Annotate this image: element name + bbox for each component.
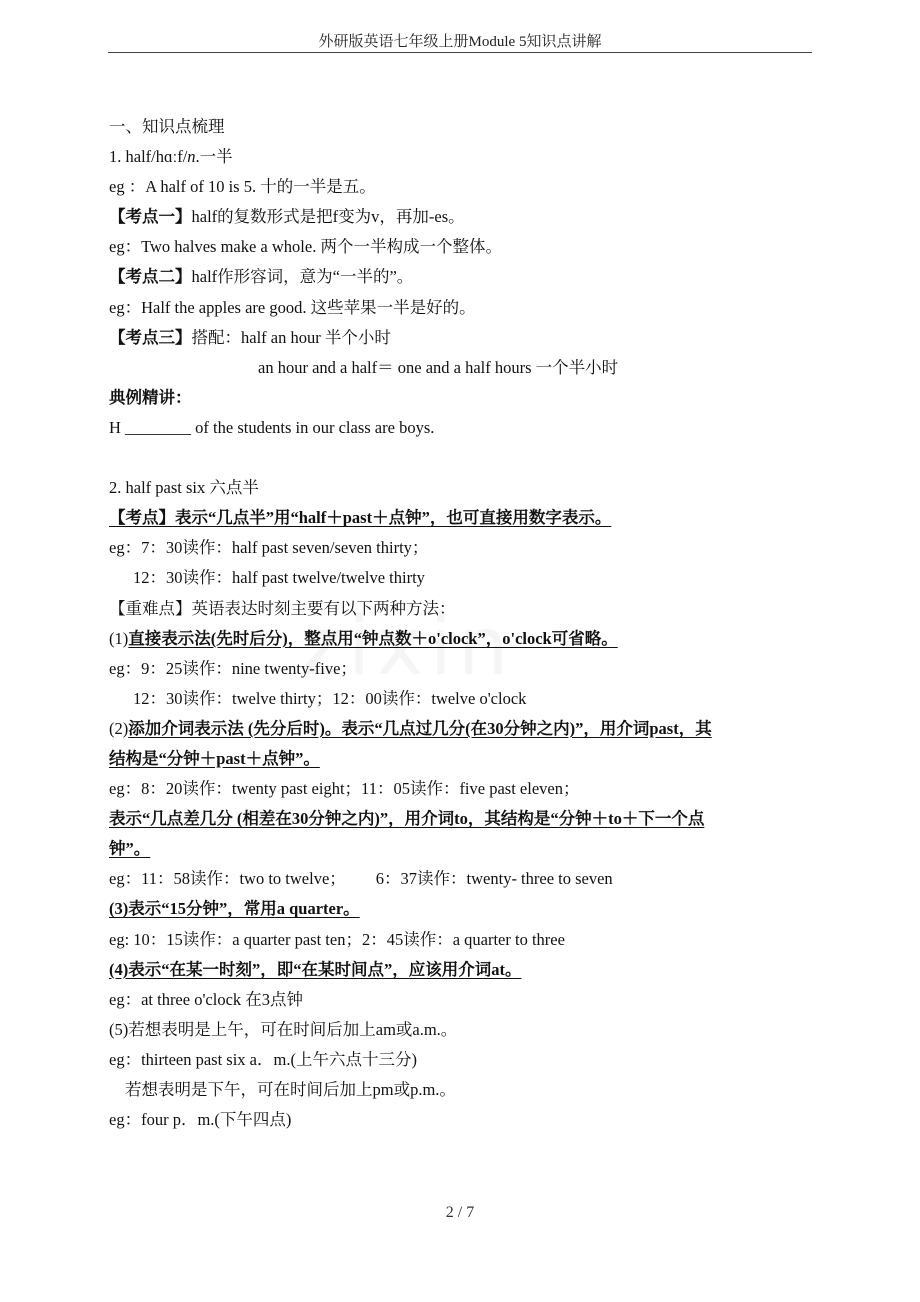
item1-point-2: 【考点二】half作形容词，意为“一半的”。: [109, 267, 414, 287]
method-5-example: eg：thirteen past six a．m.(上午六点十三分): [109, 1049, 417, 1069]
item1-heading: 1. half/hɑːf/n.一半: [109, 147, 233, 167]
method-2-to: 表示“几点差几分 (相差在30分钟之内)”，用介词to，其结构是“分钟＋to＋下一个点: [109, 809, 705, 829]
section-title: 一、知识点梳理: [109, 117, 225, 136]
item1-example-2: eg：Two halves make a whole. 两个一半构成一个整体。: [109, 237, 502, 257]
exercise-question: H ________ of the students in our class are boys.: [109, 417, 435, 437]
document-body: [109, 112, 813, 1135]
method-2-to-example: eg：11：58读作：two to twelve； 6：37读作：twenty- three to seven: [109, 869, 613, 889]
item1-point-1: 【考点一】half的复数形式是把f变为v，再加-es。: [109, 207, 465, 227]
page-number: 2 / 7: [445, 1204, 475, 1221]
item2-example-1: eg：7：30读作：half past seven/seven thirty；: [109, 538, 429, 558]
method-3: (3)表示“15分钟”，常用a quarter。: [109, 899, 360, 919]
page-header: 外研版英语七年级上册Module 5知识点讲解: [318, 34, 602, 50]
item2-example-1b: 12：30读作：half past twelve/twelve thirty: [133, 568, 425, 588]
method-2-example: eg：8：20读作：twenty past eight；11：05读作：five past eleven；: [109, 779, 580, 799]
method-1-example-1: eg：9：25读作：nine twenty-five；: [109, 658, 357, 678]
method-2-cont: 结构是“分钟＋past＋点钟”。: [109, 748, 320, 768]
item1-example-1: eg ：A half of 10 is 5. 十的一半是五。: [109, 177, 376, 197]
method-2-to-cont: 钟”。: [109, 839, 151, 859]
method-2: (2)添加介词表示法 (先分后时)。表示“几点过几分(在30分钟之内)”，用介词past，其: [109, 718, 712, 738]
header-divider: [108, 52, 812, 53]
key-point: 【重难点】英语表达时刻主要有以下两种方法：: [109, 598, 456, 618]
spacer: [109, 443, 813, 473]
method-4-example: eg：at three o'clock 在3点钟: [109, 989, 304, 1009]
item1-point-3-line2: an hour and a half＝ one and a half hours 一个半小时: [258, 357, 619, 377]
item1-example-3: eg：Half the apples are good. 这些苹果一半是好的。: [109, 297, 476, 317]
item2-heading: 2. half past six 六点半: [109, 478, 259, 498]
method-1-example-2: 12：30读作：twelve thirty；12：00读作：twelve o'clock: [133, 688, 527, 708]
method-1: (1)直接表示法(先时后分)，整点用“钟点数＋o'clock”，o'clock可省略。: [109, 628, 618, 648]
item1-point-3: 【考点三】搭配：half an hour 半个小时: [109, 327, 391, 347]
method-5: (5)若想表明是上午，可在时间后加上am或a.m.。: [109, 1019, 458, 1039]
item2-point: 【考点】表示“几点半”用“half＋past＋点钟”，也可直接用数字表示。: [109, 508, 612, 528]
method-5-pm-example: eg：four p．m.(下午四点): [109, 1110, 292, 1130]
method-4: (4)表示“在某一时刻”，即“在某时间点”，应该用介词at。: [109, 959, 522, 979]
method-5-pm: 若想表明是下午，可在时间后加上pm或p.m.。: [125, 1080, 456, 1099]
example-title: 典例精讲：: [109, 387, 192, 407]
method-3-example: eg: 10：15读作：a quarter past ten；2：45读作：a quarter to three: [109, 929, 565, 949]
